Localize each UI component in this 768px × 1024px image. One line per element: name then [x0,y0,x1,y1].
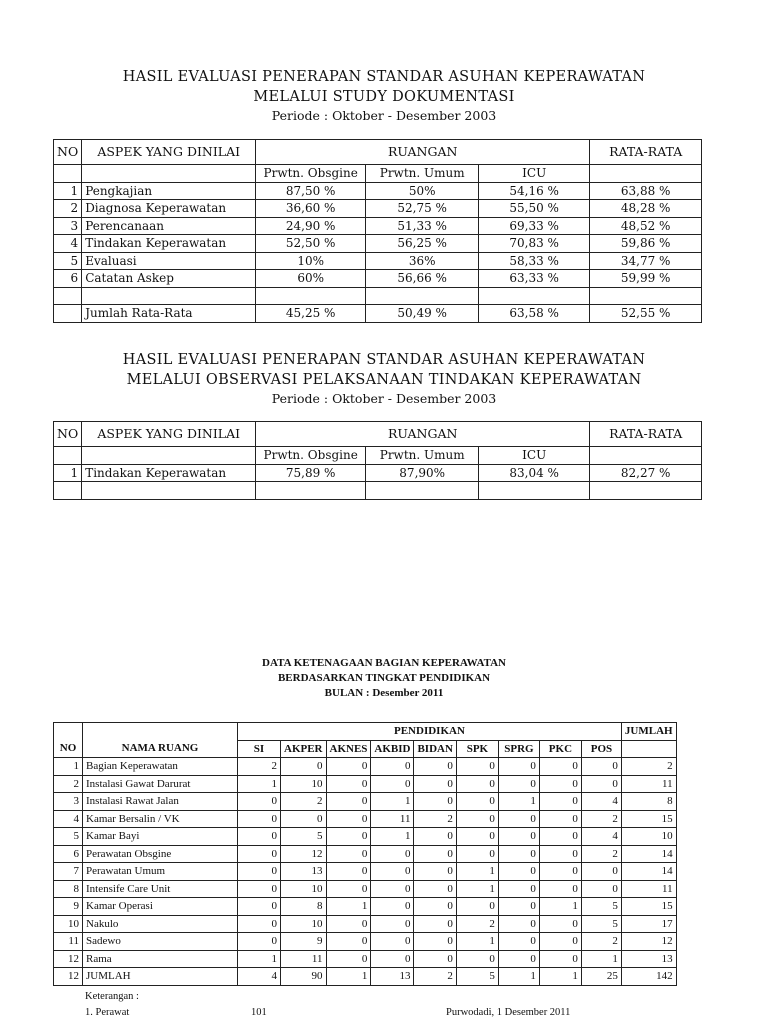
evaluation-table-observation [53,421,702,500]
row-obsgine: 52,50 % [256,235,366,253]
row-umum: 56,66 % [366,270,479,288]
row-value-akbid: 0 [371,950,414,968]
row-value-pkc: 0 [539,828,581,846]
row-value-pkc: 0 [539,845,581,863]
row-value-aknes: 1 [326,898,371,916]
table-row [54,252,702,270]
note-item: 1. Perawat [85,1007,130,1018]
row-value-bidan: 0 [414,775,456,793]
row-icu: 55,50 % [479,200,590,218]
table-row [54,200,702,218]
row-value-akper: 2 [281,793,327,811]
row-value-bidan: 0 [414,793,456,811]
section3-title-line1: DATA KETENAGAAN BAGIAN KEPERAWATAN [262,657,506,669]
row-value-pkc: 0 [539,933,581,951]
row-average: 59,99 % [590,270,702,288]
row-umum: 56,25 % [366,235,479,253]
row-value-aknes: 0 [326,810,371,828]
row-value-aknes: 0 [326,793,371,811]
row-umum: 51,33 % [366,217,479,235]
row-value-bidan: 0 [414,845,456,863]
row-icu: 69,33 % [479,217,590,235]
row-value-sprg: 1 [498,968,539,986]
table-row-blank [54,287,702,305]
row-value-si: 0 [238,915,281,933]
row-obsgine: 60% [256,270,366,288]
row-value-aknes: 0 [326,758,371,776]
row-average: 59,86 % [590,235,702,253]
row-no: 2 [54,200,82,218]
row-icu: 83,04 % [479,464,590,482]
row-value-pkc: 0 [539,810,581,828]
total-obsgine: 45,25 % [256,305,366,323]
section2-period: Periode : Oktober - Desember 2003 [271,391,497,406]
table-row [54,464,702,482]
row-no: 8 [54,880,83,898]
row-value-pos: 4 [581,793,621,811]
row-value-akper: 8 [281,898,327,916]
row-no: 12 [54,950,83,968]
header-average: RATA-RATA [590,422,702,447]
evaluation-table-documentation [53,139,702,323]
table-subheader-row [54,447,702,465]
row-icu: 58,33 % [479,252,590,270]
row-total: 14 [621,863,676,881]
row-total: 2 [621,758,676,776]
row-value-spk: 0 [456,845,498,863]
row-value-aknes: 0 [326,880,371,898]
row-aspect: Tindakan Keperawatan [82,464,256,482]
table-row [54,950,677,968]
row-value-pkc: 0 [539,775,581,793]
row-value-si: 4 [238,968,281,986]
row-value-spk: 5 [456,968,498,986]
subheader-umum: Prwtn. Umum [366,165,479,183]
row-umum: 52,75 % [366,200,479,218]
row-no: 2 [54,775,83,793]
row-room-name: Bagian Keperawatan [83,758,238,776]
section2-title-line2: MELALUI OBSERVASI PELAKSANAAN TINDAKAN KEPERAWATAN [126,372,642,388]
row-room-name: Perawatan Umum [83,863,238,881]
row-value-bidan: 2 [414,810,456,828]
row-no: 1 [54,182,82,200]
row-value-akbid: 0 [371,758,414,776]
subheader-obsgine: Prwtn. Obsgine [256,165,366,183]
header-col-si: SI [238,740,281,758]
row-total: 14 [621,845,676,863]
row-average: 48,52 % [590,217,702,235]
total-average: 52,55 % [590,305,702,323]
row-value-akper: 10 [281,915,327,933]
row-value-bidan: 0 [414,828,456,846]
header-no: NO [54,422,82,447]
header-col-pos: POS [581,740,621,758]
row-no: 7 [54,863,83,881]
total-umum: 50,49 % [366,305,479,323]
header-no: NO [54,740,83,758]
row-no: 12 [54,968,83,986]
row-total: 15 [621,810,676,828]
row-obsgine: 10% [256,252,366,270]
row-value-akbid: 1 [371,828,414,846]
table-row-total [54,305,702,323]
header-col-akbid: AKBID [371,740,414,758]
row-value-si: 0 [238,880,281,898]
row-value-spk: 1 [456,933,498,951]
row-value-si: 0 [238,810,281,828]
table-row [54,933,677,951]
row-total: 11 [621,880,676,898]
section3-title-line2: BERDASARKAN TINGKAT PENDIDIKAN [277,672,491,684]
row-value-si: 0 [238,898,281,916]
row-value-sprg: 0 [498,915,539,933]
row-obsgine: 24,90 % [256,217,366,235]
row-no: 10 [54,915,83,933]
row-value-pos: 0 [581,880,621,898]
table-row [54,235,702,253]
row-no: 3 [54,793,83,811]
row-no: 5 [54,828,83,846]
row-value-akbid: 0 [371,898,414,916]
row-value-bidan: 0 [414,915,456,933]
row-value-pos: 2 [581,845,621,863]
row-value-pos: 5 [581,915,621,933]
row-value-pos: 2 [581,810,621,828]
row-value-sprg: 0 [498,880,539,898]
row-value-spk: 0 [456,793,498,811]
header-aspect: ASPEK YANG DINILAI [82,140,256,165]
row-no: 1 [54,758,83,776]
row-value-akper: 13 [281,863,327,881]
row-obsgine: 36,60 % [256,200,366,218]
row-average: 63,88 % [590,182,702,200]
row-value-akbid: 13 [371,968,414,986]
row-icu: 70,83 % [479,235,590,253]
row-value-pkc: 1 [539,898,581,916]
row-no: 11 [54,933,83,951]
row-value-spk: 0 [456,758,498,776]
table-row [54,217,702,235]
row-room-name: Nakulo [83,915,238,933]
section3-title-line3: BULAN : Desember 2011 [324,687,444,699]
staffing-table [53,722,677,986]
row-total: 11 [621,775,676,793]
subheader-umum: Prwtn. Umum [366,447,479,465]
row-value-pos: 2 [581,933,621,951]
table-row [54,793,677,811]
row-value-si: 1 [238,775,281,793]
table-header-row [54,140,702,165]
row-average: 82,27 % [590,464,702,482]
row-value-si: 1 [238,950,281,968]
header-total: JUMLAH [621,723,676,741]
row-value-si: 2 [238,758,281,776]
row-value-akper: 12 [281,845,327,863]
table-row [54,775,677,793]
table-row [54,968,677,986]
row-value-akbid: 0 [371,863,414,881]
row-value-sprg: 0 [498,845,539,863]
row-value-bidan: 0 [414,933,456,951]
row-room-name: Kamar Operasi [83,898,238,916]
row-value-pos: 4 [581,828,621,846]
header-col-bidan: BIDAN [414,740,456,758]
row-value-spk: 0 [456,775,498,793]
table-row-blank [54,482,702,500]
row-value-akper: 0 [281,810,327,828]
row-value-aknes: 0 [326,950,371,968]
row-value-sprg: 0 [498,863,539,881]
table-row [54,758,677,776]
row-value-akper: 11 [281,950,327,968]
row-obsgine: 87,50 % [256,182,366,200]
row-value-pos: 0 [581,775,621,793]
row-value-akbid: 0 [371,933,414,951]
table-row [54,828,677,846]
row-value-si: 0 [238,863,281,881]
row-value-si: 0 [238,933,281,951]
header-education: PENDIDIKAN [238,723,622,741]
row-value-pkc: 0 [539,863,581,881]
row-total: 10 [621,828,676,846]
row-value-bidan: 0 [414,950,456,968]
row-value-si: 0 [238,793,281,811]
header-col-aknes: AKNES [326,740,371,758]
row-value-pkc: 0 [539,758,581,776]
table-row [54,915,677,933]
header-aspect: ASPEK YANG DINILAI [82,422,256,447]
header-average: RATA-RATA [590,140,702,165]
row-umum: 87,90% [366,464,479,482]
table-header-row [54,422,702,447]
row-average: 48,28 % [590,200,702,218]
row-room-name: Instalasi Gawat Darurat [83,775,238,793]
row-value-akper: 5 [281,828,327,846]
row-aspect: Perencanaan [82,217,256,235]
row-icu: 54,16 % [479,182,590,200]
row-value-akbid: 0 [371,775,414,793]
row-value-pos: 5 [581,898,621,916]
row-no: 6 [54,845,83,863]
page-number: 101 [251,1007,267,1018]
row-value-bidan: 0 [414,863,456,881]
row-aspect: Tindakan Keperawatan [82,235,256,253]
table-subheader-row [54,165,702,183]
header-col-spk: SPK [456,740,498,758]
table-row [54,880,677,898]
row-no: 1 [54,464,82,482]
row-room-name: JUMLAH [83,968,238,986]
row-value-pkc: 1 [539,968,581,986]
row-value-spk: 0 [456,828,498,846]
table-row [54,863,677,881]
row-room-name: Intensife Care Unit [83,880,238,898]
row-aspect: Diagnosa Keperawatan [82,200,256,218]
row-value-pkc: 0 [539,950,581,968]
header-room-name: NAMA RUANG [83,740,238,758]
row-umum: 50% [366,182,479,200]
row-value-pos: 0 [581,863,621,881]
table-row [54,270,702,288]
row-no: 6 [54,270,82,288]
row-value-bidan: 0 [414,758,456,776]
row-value-sprg: 0 [498,898,539,916]
subheader-obsgine: Prwtn. Obsgine [256,447,366,465]
row-room-name: Perawatan Obsgine [83,845,238,863]
row-value-akper: 0 [281,758,327,776]
table-row [54,845,677,863]
row-value-akbid: 0 [371,915,414,933]
row-no: 4 [54,810,83,828]
row-no: 5 [54,252,82,270]
row-room-name: Sadewo [83,933,238,951]
row-no: 4 [54,235,82,253]
row-aspect: Catatan Askep [82,270,256,288]
header-no: NO [54,140,82,165]
row-value-sprg: 0 [498,828,539,846]
row-room-name: Kamar Bayi [83,828,238,846]
row-value-akper: 10 [281,775,327,793]
row-icu: 63,33 % [479,270,590,288]
row-obsgine: 75,89 % [256,464,366,482]
row-total: 17 [621,915,676,933]
row-value-si: 0 [238,828,281,846]
row-total: 12 [621,933,676,951]
staffing-header-row-1 [54,723,677,741]
row-value-akbid: 0 [371,845,414,863]
row-total: 142 [621,968,676,986]
header-col-akper: AKPER [281,740,327,758]
row-aspect: Pengkajian [82,182,256,200]
row-value-pkc: 0 [539,915,581,933]
row-value-bidan: 2 [414,968,456,986]
row-value-akper: 9 [281,933,327,951]
table-row [54,182,702,200]
row-value-pos: 0 [581,758,621,776]
section1-period: Periode : Oktober - Desember 2003 [271,108,497,123]
row-value-akbid: 1 [371,793,414,811]
subheader-icu: ICU [479,165,590,183]
row-room-name: Rama [83,950,238,968]
row-value-pos: 1 [581,950,621,968]
staffing-header-row-2 [54,740,677,758]
row-value-aknes: 0 [326,915,371,933]
header-room: RUANGAN [256,140,590,165]
row-value-sprg: 1 [498,793,539,811]
section1-title-line2: MELALUI STUDY DOKUMENTASI [253,89,515,105]
row-value-sprg: 0 [498,758,539,776]
row-value-sprg: 0 [498,775,539,793]
row-total: 8 [621,793,676,811]
row-value-sprg: 0 [498,950,539,968]
row-aspect: Evaluasi [82,252,256,270]
row-umum: 36% [366,252,479,270]
section1-title-line1: HASIL EVALUASI PENERAPAN STANDAR ASUHAN KEPERAWATAN [122,69,646,85]
row-value-spk: 1 [456,863,498,881]
row-value-pkc: 0 [539,793,581,811]
table-row [54,810,677,828]
row-room-name: Instalasi Rawat Jalan [83,793,238,811]
row-no: 9 [54,898,83,916]
row-value-akbid: 11 [371,810,414,828]
note-label: Keterangan : [85,991,139,1002]
row-value-aknes: 0 [326,828,371,846]
row-value-spk: 0 [456,950,498,968]
row-total: 15 [621,898,676,916]
place-date: Purwodadi, 1 Desember 2011 [446,1007,571,1018]
row-total: 13 [621,950,676,968]
row-value-pos: 25 [581,968,621,986]
row-value-spk: 2 [456,915,498,933]
row-value-akper: 90 [281,968,327,986]
header-col-pkc: PKC [539,740,581,758]
row-room-name: Kamar Bersalin / VK [83,810,238,828]
row-average: 34,77 % [590,252,702,270]
row-value-si: 0 [238,845,281,863]
row-value-spk: 0 [456,898,498,916]
row-value-bidan: 0 [414,898,456,916]
header-room: RUANGAN [256,422,590,447]
subheader-icu: ICU [479,447,590,465]
row-value-akper: 10 [281,880,327,898]
total-icu: 63,58 % [479,305,590,323]
row-value-pkc: 0 [539,880,581,898]
row-value-aknes: 0 [326,933,371,951]
table-row [54,898,677,916]
row-value-spk: 0 [456,810,498,828]
header-col-sprg: SPRG [498,740,539,758]
row-no: 3 [54,217,82,235]
row-value-sprg: 0 [498,933,539,951]
row-value-aknes: 0 [326,863,371,881]
section2-title-line1: HASIL EVALUASI PENERAPAN STANDAR ASUHAN KEPERAWATAN [122,352,646,368]
row-value-akbid: 0 [371,880,414,898]
total-label: Jumlah Rata-Rata [82,305,256,323]
row-value-bidan: 0 [414,880,456,898]
row-value-spk: 1 [456,880,498,898]
row-value-sprg: 0 [498,810,539,828]
row-value-aknes: 0 [326,845,371,863]
row-value-aknes: 1 [326,968,371,986]
row-value-aknes: 0 [326,775,371,793]
